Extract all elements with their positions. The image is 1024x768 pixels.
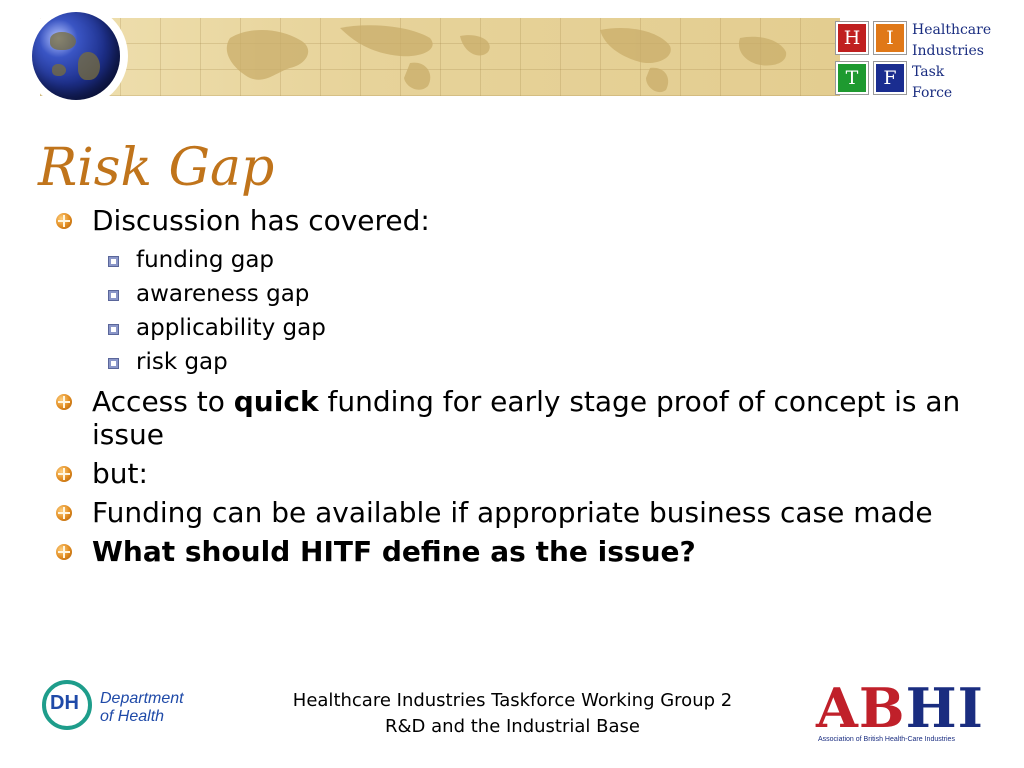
sub-bullet-icon (108, 324, 119, 335)
hitf-logo (836, 22, 1016, 101)
globe-icon (32, 12, 120, 100)
department-of-health-logo: DH Department of Health (42, 680, 212, 730)
bullet-item: Funding can be available if appropriate business case made (52, 496, 982, 529)
sub-bullet-icon (108, 358, 119, 369)
sub-bullet-item: risk gap (52, 345, 982, 379)
bullet-icon (56, 544, 72, 560)
sub-bullet-item: awareness gap (52, 277, 982, 311)
bullet-icon (56, 505, 72, 521)
slide-title: Risk Gap (38, 138, 275, 198)
sub-bullet-icon (108, 256, 119, 267)
abhi-logo: ABHI Association of British Health-Care Industries (816, 676, 984, 743)
bullet-icon (56, 466, 72, 482)
bullet-item: What should HITF define as the issue? (52, 535, 982, 568)
world-map-graphic (40, 18, 840, 96)
bullet-item: but: (52, 457, 982, 490)
sub-bullet-icon (108, 290, 119, 301)
bullet-item: Discussion has covered: (52, 204, 982, 237)
bullet-list (52, 204, 982, 574)
sub-bullet-item: applicability gap (52, 311, 982, 345)
hitf-cell-f: F (874, 62, 906, 94)
hitf-logo-text: Healthcare Industries Task Force (912, 22, 992, 101)
bullet-icon (56, 213, 72, 229)
footer-text: Healthcare Industries Taskforce Working Group 2 R&D and the Industrial Base (292, 690, 733, 737)
bullet-icon (56, 394, 72, 410)
abhi-tagline: Association of British Health-Care Industries (818, 736, 955, 743)
bullet-item: Access to quick funding for early stage proof of concept is an issue (52, 385, 982, 451)
hitf-cell-t: T (836, 62, 868, 94)
sub-bullet-item: funding gap (52, 243, 982, 277)
hitf-cell-h: H (836, 22, 868, 54)
header-banner (40, 18, 840, 96)
hitf-cell-i: I (874, 22, 906, 54)
sub-bullet-list (52, 243, 982, 379)
